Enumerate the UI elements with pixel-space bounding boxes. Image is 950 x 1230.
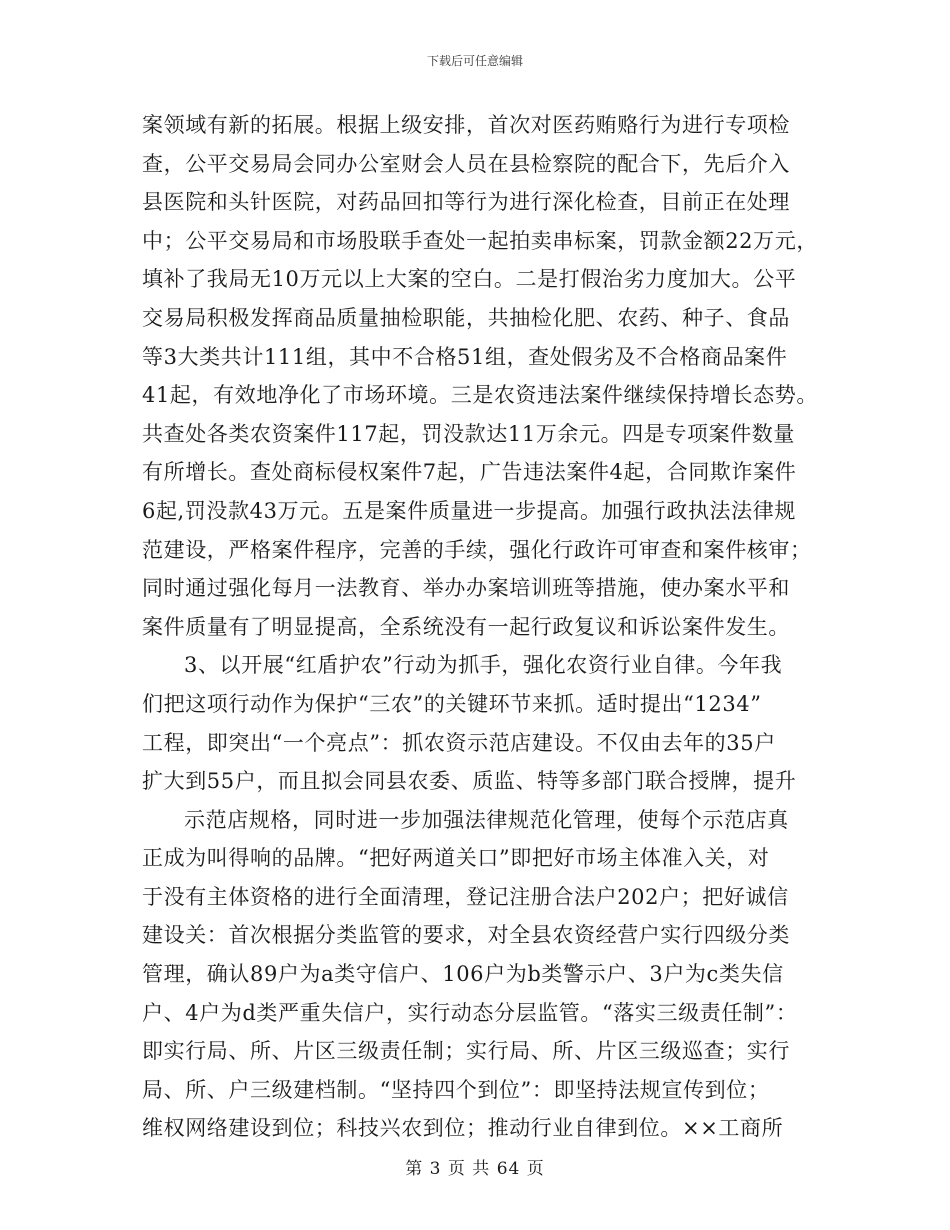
text-line: 交易局积极发挥商品质量抽检职能，共抽检化肥、农药、种子、食品 (142, 305, 790, 330)
page-header-note: 下载后可任意编辑 (426, 54, 523, 68)
text-line: 维权网络建设到位；科技兴农到位；推动行业自律到位。××工商所 (142, 1116, 784, 1141)
document-body (142, 106, 822, 1148)
text-line: 同时通过强化每月一法教育、举办办案培训班等措施，使办案水平和 (142, 576, 790, 601)
text-line: 填补了我局无10万元以上大案的空白。二是打假治劣力度加大。公平 (142, 267, 797, 292)
text-line: 管理，确认89户为a类守信户、106户为b类警示户、3户为c类失信 (142, 962, 784, 987)
page-number-footer: 第 3 页 共 64 页 (405, 1159, 545, 1179)
text-line: 户、4户为d类严重失信户，实行动态分层监管。“落实三级责任制”： (142, 1000, 798, 1025)
text-line: 扩大到55户，而且拟会同县农委、质监、特等多部门联合授牌，提升 (142, 769, 797, 794)
text-line: 有所增长。查处商标侵权案件7起，广告违法案件4起，合同欺诈案件 (142, 460, 797, 485)
text-line: 范建设，严格案件程序，完善的手续，强化行政许可审查和案件核审； (142, 537, 812, 562)
text-line: 41起，有效地净化了市场环境。三是农资违法案件继续保持增长态势。 (142, 383, 818, 408)
text-line: 工程，即突出“一个亮点”：抓农资示范店建设。不仅由去年的35户 (142, 730, 776, 755)
text-line: 于没有主体资格的进行全面清理，登记注册合法户202户；把好诚信 (142, 884, 789, 909)
text-line: 局、所、户三级建档制。“坚持四个到位”：即坚持法规宣传到位； (142, 1077, 770, 1102)
text-line: 案领域有新的拓展。根据上级安排，首次对医药贿赂行为进行专项检 (142, 113, 790, 137)
text-line: 县医院和头针医院，对药品回扣等行为进行深化检查，目前正在处理 (142, 190, 790, 215)
text-line: 正成为叫得响的品牌。“把好两道关口”即把好市场主体准入关，对 (142, 846, 770, 871)
text-line: 中；公平交易局和市场股联手查处一起拍卖串标案，罚款金额22万元， (142, 228, 818, 253)
text-line: 即实行局、所、片区三级责任制；实行局、所、片区三级巡查；实行 (142, 1039, 790, 1064)
text-line: 案件质量有了明显提高，全系统没有一起行政复议和诉讼案件发生。 (142, 614, 790, 639)
text-line-paragraph-start: 示范店规格，同时进一步加强法律规范化管理，使每个示范店真 (184, 807, 789, 832)
text-line: 共查处各类农资案件117起，罚没款达11万余元。四是专项案件数量 (142, 421, 796, 446)
text-line: 查，公平交易局会同办公室财会人员在县检察院的配合下，先后介入 (142, 151, 790, 176)
text-line: 6起,罚没款43万元。五是案件质量进一步提高。加强行政执法法律规 (142, 498, 796, 523)
text-line: 等3大类共计111组，其中不合格51组，查处假劣及不合格商品案件 (142, 344, 788, 369)
text-line-paragraph-start: 3、以开展“红盾护农”行动为抓手，强化农资行业自律。今年我 (184, 653, 783, 678)
text-line: 建设关：首次根据分类监管的要求，对全县农资经营户实行四级分类 (142, 923, 790, 948)
text-line: 们把这项行动作为保护“三农”的关键环节来抓。适时提出“1234” (142, 691, 762, 716)
